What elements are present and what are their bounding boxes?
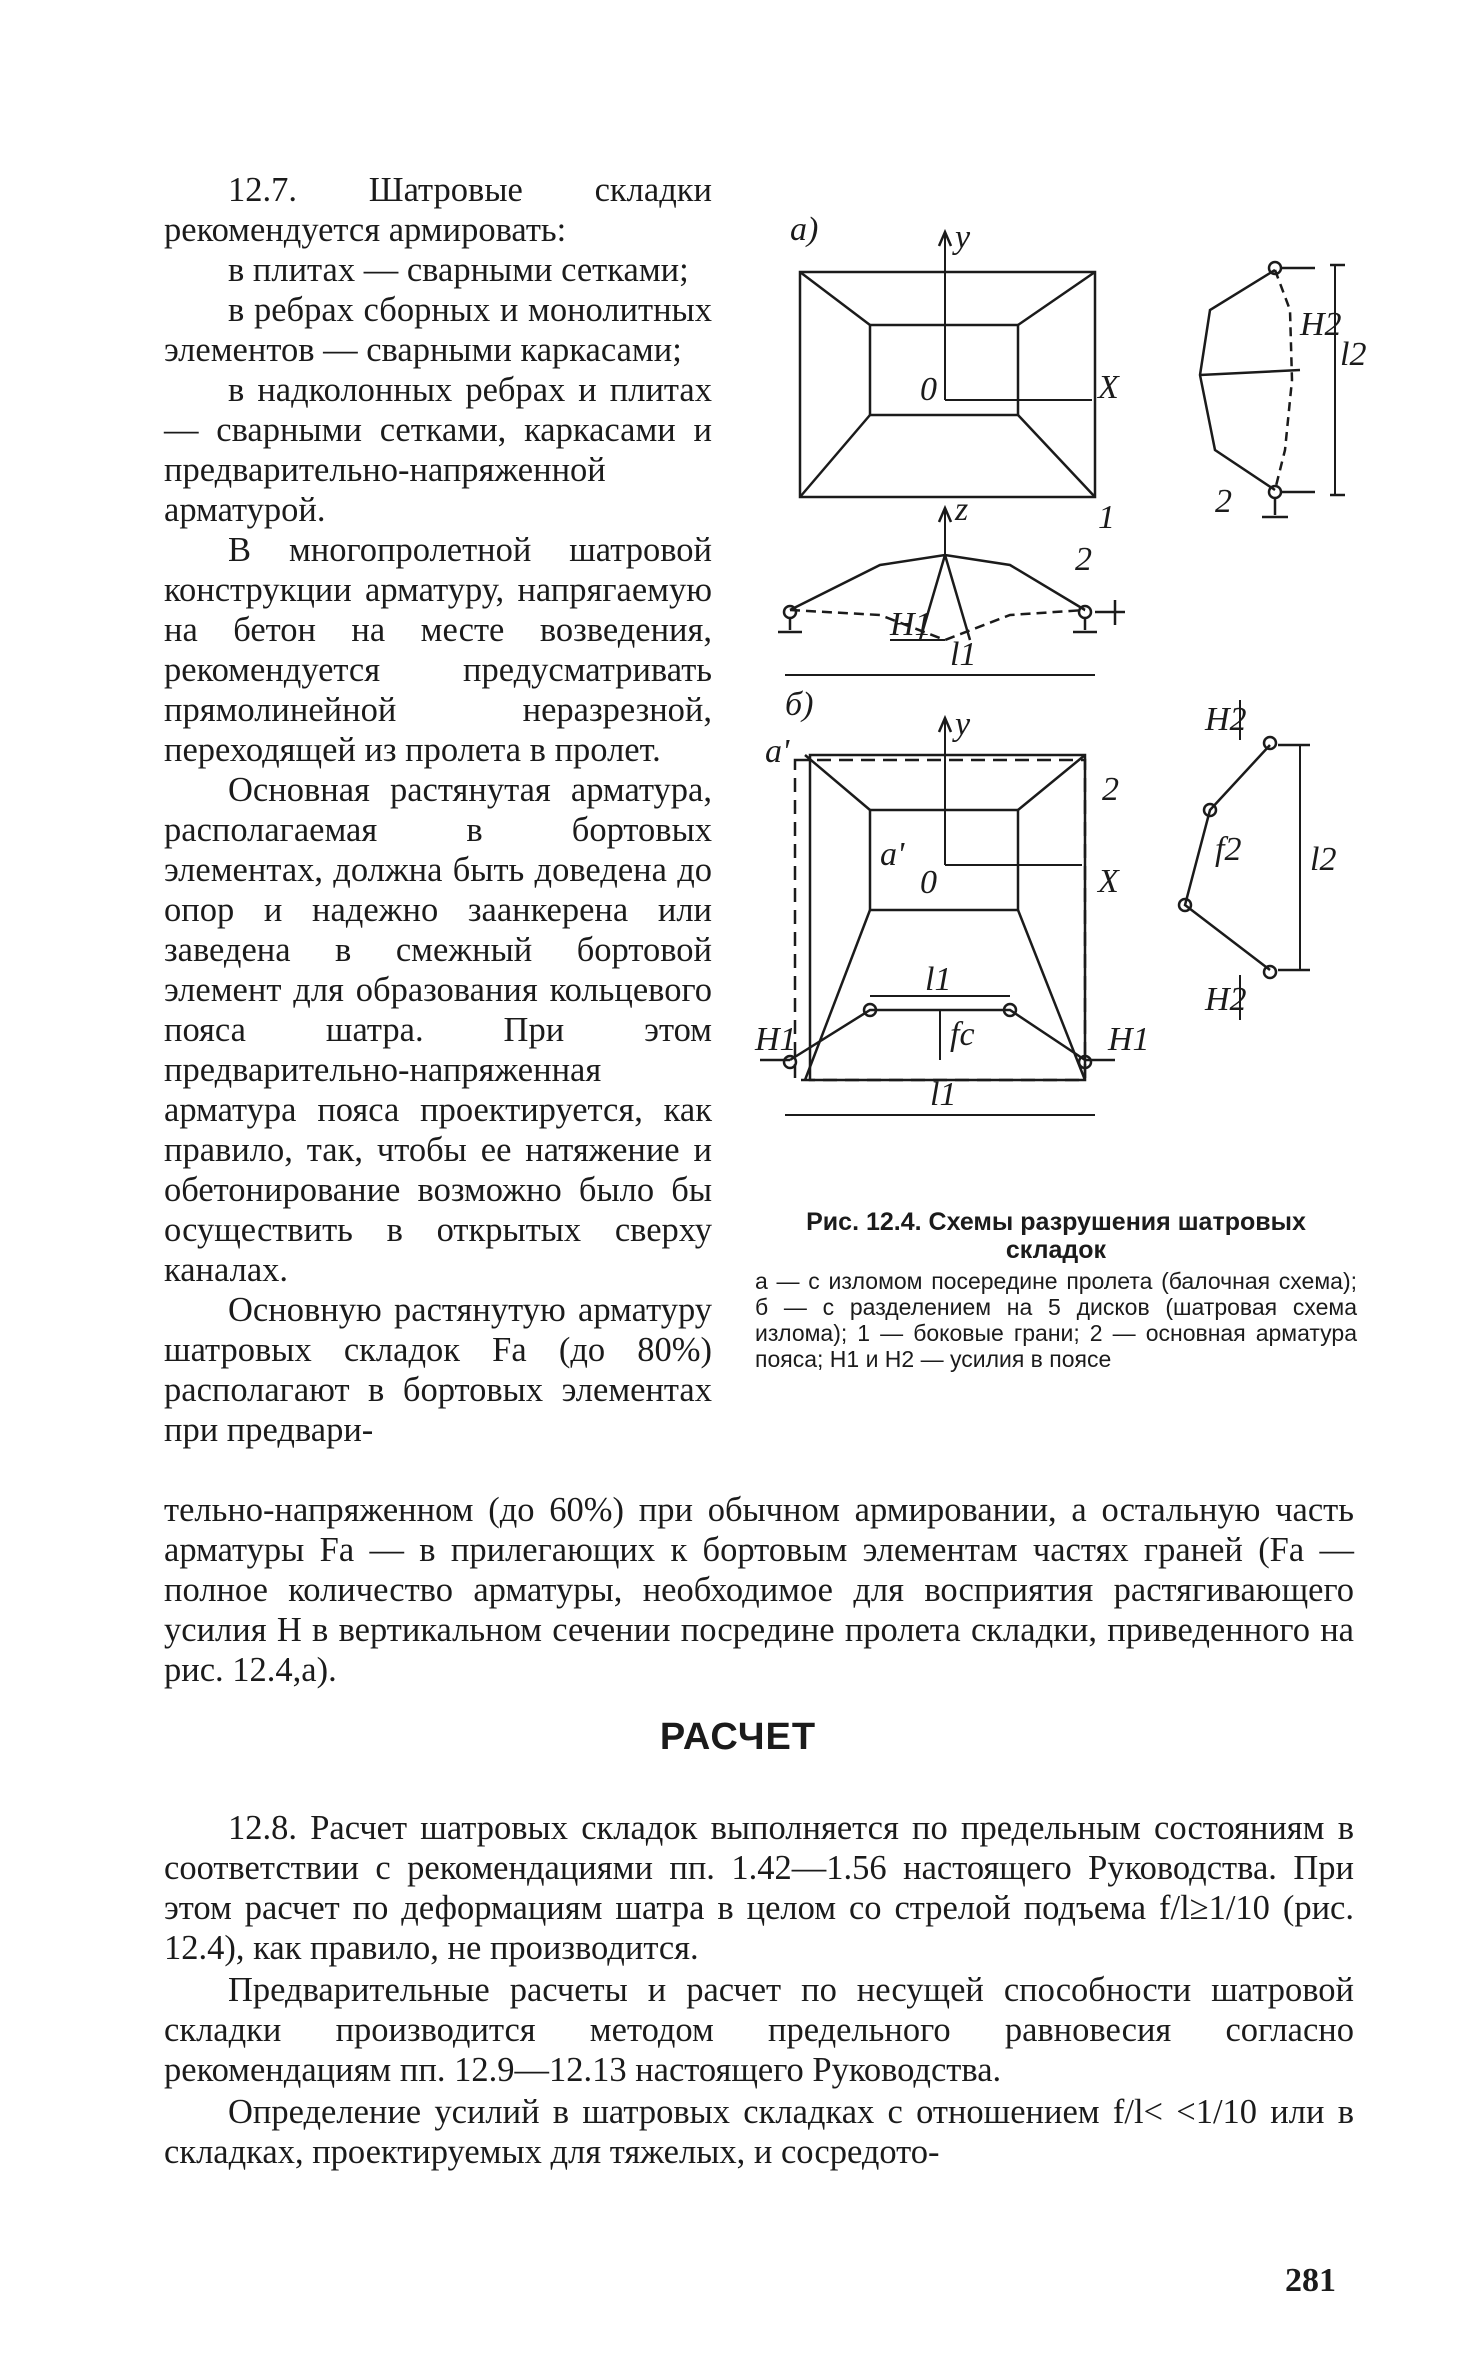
paragraph-12-8: 12.8. Расчет шатровых складок выполняется по предельным состояниям в соответствии с рекомендациями пп. 1.42—1.56 настоящего Руководства. При этом расчет по деформациям шатра в целом со стрелой подъема f/l≥1/10 (рис. 12.4), как правило, не производится. [164, 1809, 1354, 1967]
paragraph-12-7: 12.7. Шатровые складки рекомендуется армировать: [164, 171, 712, 249]
label-b: б) [785, 686, 814, 723]
label-y-b: y [955, 706, 971, 743]
label-y-a: y [955, 219, 971, 256]
label-2-b: 2 [1102, 771, 1119, 808]
label-l1-b-top: l1 [925, 961, 952, 998]
label-z: z [955, 491, 969, 528]
continuation-text [164, 1490, 1354, 1690]
label-origin-b: 0 [920, 864, 937, 901]
figure-12-4 [740, 195, 1370, 1135]
paragraph-continuation: тельно-напряженном (до 60%) при обычном армировании, а остальную часть арматуры Fa — в прилегающих к бортовым элементам частях граней (Fa — полное количество арматуры, необходимое для восприятия растягивающего усилия H в вертикальном сечении посредине пролета складки, приведенного на рис. 12.4,а). [164, 1491, 1354, 1689]
label-h2-b-top: H2 [1205, 701, 1247, 738]
paragraph-main-reinforcement: Основная растянутая арматура, располагаемая в бортовых элементах, должна быть доведена до опор и надежно заанкерена или заведена в смежный бортовой элемент для образования кольцевого пояса шатра. При этом предварительно-напряженная арматура пояса проектируется, как правило, так, чтобы ее натяжение и обетонирование возможно было бы осуществить в открытых сверху каналах. [164, 771, 712, 1289]
elevation-b [1179, 700, 1310, 1020]
label-a-prime-top: а' [765, 733, 790, 770]
paragraph-multispan: В многопролетной шатровой конструкции арматуру, напрягаемую на бетон на месте возведения, рекомендуется предусматривать прямолинейной неразрезной, переходящей из пролета в пролет. [164, 531, 712, 769]
label-h2-elev-a: H2 [1300, 306, 1342, 343]
figure-caption [755, 1208, 1357, 1372]
label-2-a: 2 [1075, 541, 1092, 578]
label-l1-a: l1 [950, 636, 977, 673]
list-item-ribs: в ребрах сборных и монолитных элементов — сварными каркасами; [164, 291, 712, 369]
left-column-text [164, 170, 712, 1450]
label-x-b: X [1098, 863, 1119, 900]
label-h1-a: H1 [890, 606, 932, 643]
label-2-elev-a: 2 [1215, 483, 1232, 520]
list-item-plates: в плитах — сварными сетками; [228, 251, 689, 289]
label-h1-b-left: H1 [755, 1021, 797, 1058]
label-a-prime: а' [880, 836, 905, 873]
bottom-text [164, 1808, 1354, 2172]
plan-a [800, 232, 1095, 497]
label-h1-b-right: H1 [1108, 1021, 1150, 1058]
label-l1-b: l1 [930, 1076, 957, 1113]
paragraph-preliminary: Предварительные расчеты и расчет по несущей способности шатровой складки производится методом предельного равновесия согласно рекомендациям пп. 12.9—12.13 настоящего Руководства. [164, 1971, 1354, 2089]
section-title: РАСЧЕТ [659, 1716, 817, 1758]
label-l2-b: l2 [1310, 841, 1337, 878]
page-number: 281 [1285, 2262, 1336, 2299]
paragraph-placement-start: Основную растянутую арматуру шатровых складок Fa (до 80%) располагают в бортовых элементах при предвари- [164, 1291, 712, 1449]
label-h2-b-bottom: H2 [1205, 981, 1247, 1018]
list-item-column-ribs: в надколонных ребрах и плитах — сварными сетками, каркасами и предварительно-напряженной арматурой. [164, 371, 712, 529]
elevation-a [1200, 262, 1345, 517]
caption-title: Рис. 12.4. Схемы разрушения шатровых складок [806, 1208, 1306, 1264]
label-l2-elev-a: l2 [1340, 336, 1367, 373]
caption-text: а — с изломом посередине пролета (балочная схема); б — с разделением на 5 дисков (шатровая схема излома); 1 — боковые грани; 2 — основная арматура пояса; H1 и H2 — усилия в поясе [755, 1268, 1357, 1372]
paragraph-forces: Определение усилий в шатровых складках с отношением f/l< <1/10 или в складках, проектируемых для тяжелых, и сосредото- [164, 2093, 1354, 2171]
label-origin-a: 0 [920, 371, 937, 408]
label-x-a: X [1098, 369, 1119, 406]
label-fc: fc [950, 1016, 975, 1053]
label-f2: f2 [1215, 831, 1242, 868]
label-1-a: 1 [1098, 499, 1115, 536]
label-a: а) [790, 211, 819, 248]
